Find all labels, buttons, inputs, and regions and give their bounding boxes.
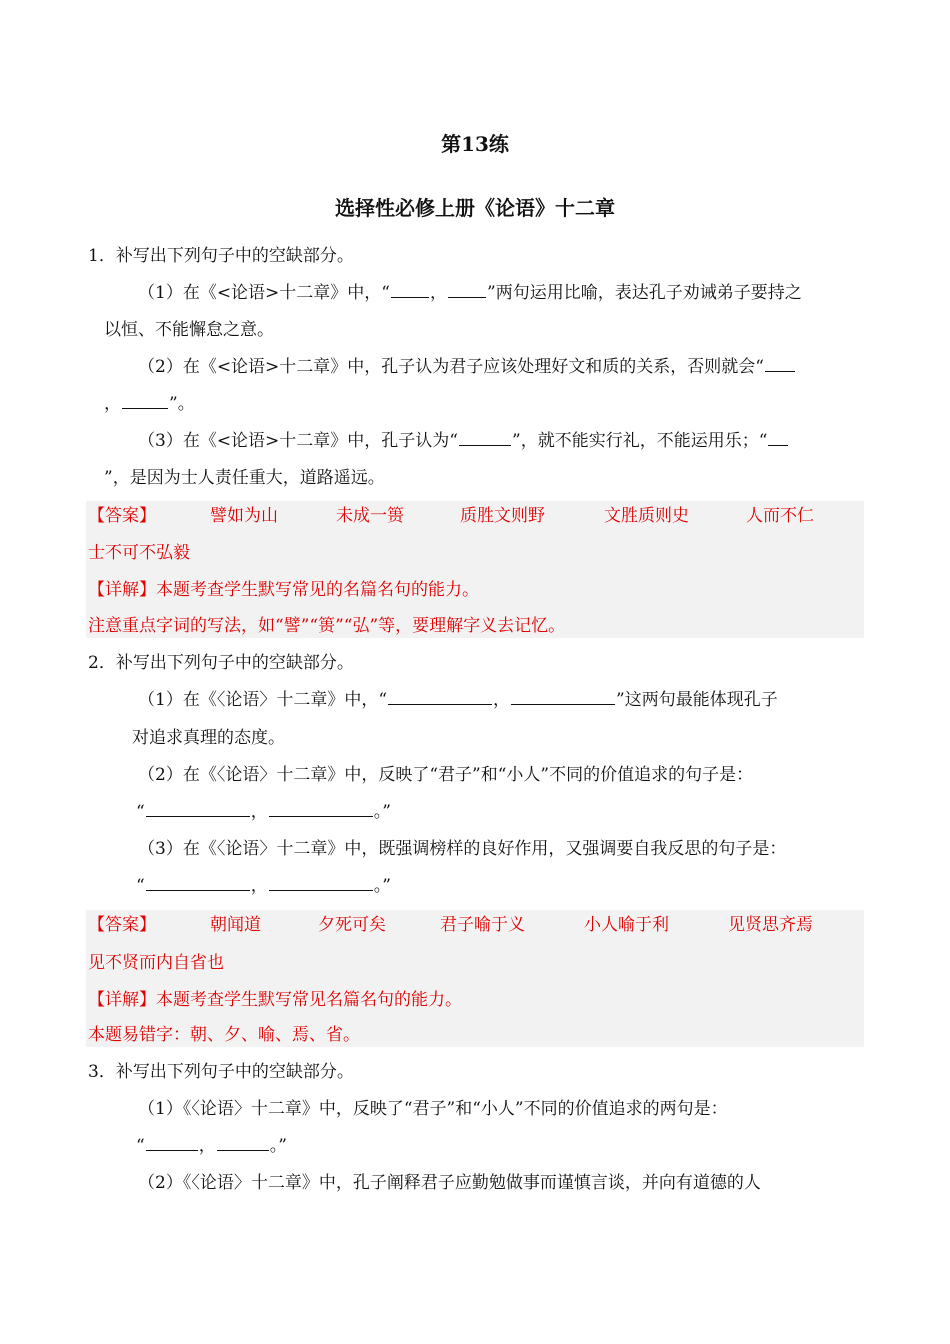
q2-blank-2[interactable] (511, 688, 615, 705)
q1-part3-text-b: ”，就不能实行礼，不能运用乐；“ (512, 431, 768, 451)
q1-answer-3: 质胜文则野 (460, 506, 545, 526)
q3-part2: （2）《〈论语〉十二章》中，孔子阐释君子应勤勉做事而谨慎言谈，并向有道德的人 (138, 1173, 761, 1193)
q3-part1-cont-a: “ (136, 1136, 145, 1156)
q1-blank-2[interactable] (448, 281, 486, 298)
q2-answer-5: 见贤思齐焉 (728, 915, 813, 935)
q1-answer-1: 譬如为山 (210, 506, 278, 526)
q2-stem: 2．补写出下列句子中的空缺部分。 (88, 653, 354, 673)
q2-part2-cont-a: “ (136, 802, 145, 822)
q1-answer-5: 人而不仁 (746, 506, 814, 526)
q1-part1 (138, 281, 802, 305)
q1-blank-1[interactable] (391, 281, 429, 298)
q2-answer-label: 【答案】 (88, 915, 156, 935)
q2-blank-1[interactable] (388, 688, 492, 705)
q2-part3-cont-c: 。” (373, 876, 391, 896)
q1-part2-cont-b: ”。 (169, 394, 195, 414)
q2-part2-cont-b: ， (250, 802, 268, 822)
q1-answer-label: 【答案】 (88, 506, 156, 526)
q1-detail (88, 578, 479, 602)
q2-part2: （2）在《〈论语〉十二章》中，反映了“君子”和“小人”不同的价值追求的句子是： (138, 765, 754, 785)
q2-blank-4[interactable] (269, 800, 373, 817)
q2-part1-text-b: ， (493, 690, 511, 710)
q1-answer-row (86, 504, 864, 530)
q1-answer-2: 未成一篑 (336, 506, 404, 526)
q1-answer-box (86, 501, 864, 638)
q2-part2-cont (136, 800, 391, 824)
q1-part3-cont: ”，是因为士人责任重大，道路遥远。 (104, 468, 385, 488)
q1-part1-text-a: （1）在《<论语>十二章》中，“ (138, 283, 390, 303)
q2-answer-1: 朝闻道 (210, 915, 261, 935)
q2-answer-cont: 见不贤而内自省也 (88, 953, 224, 973)
q1-detail-text-1: 本题考查学生默写常见的名篇名句的能力。 (156, 580, 479, 600)
q2-detail-text-1: 本题考查学生默写常见名篇名句的能力。 (156, 990, 462, 1010)
q1-detail-2: 注意重点字词的写法，如“譬”“篑”“弘”等，要理解字义去记忆。 (88, 616, 566, 636)
q2-blank-6[interactable] (269, 874, 373, 891)
q2-answer-row (86, 913, 864, 939)
q1-stem: 1．补写出下列句子中的空缺部分。 (88, 246, 354, 266)
q2-answer-box (86, 910, 864, 1047)
q1-part1-cont: 以恒、不能懈怠之意。 (104, 320, 274, 340)
q1-part3 (138, 429, 789, 453)
q1-blank-3[interactable] (765, 355, 795, 372)
q2-part1-text-a: （1）在《〈论语〉十二章》中，“ (138, 690, 388, 710)
q1-part2-cont (104, 392, 195, 416)
q3-part1-cont-b: ， (198, 1136, 216, 1156)
q1-part2-text-a: （2）在《<论语>十二章》中，孔子认为君子应该处理好文和质的关系，否则就会“ (138, 357, 764, 377)
q3-blank-2[interactable] (217, 1134, 269, 1151)
q3-stem: 3．补写出下列句子中的空缺部分。 (88, 1062, 354, 1082)
q1-detail-label: 【详解】 (88, 580, 156, 600)
q1-blank-5[interactable] (459, 429, 511, 446)
q2-part1 (138, 688, 778, 712)
q2-answer-4: 小人喻于利 (584, 915, 669, 935)
q2-part1-cont: 对追求真理的态度。 (132, 728, 285, 748)
q1-part2-cont-a: ， (104, 394, 121, 414)
q3-part1-cont-c: 。” (269, 1136, 287, 1156)
q2-detail (88, 988, 462, 1012)
q2-part3-cont-a: “ (136, 876, 145, 896)
q1-part3-text-a: （3）在《<论语>十二章》中，孔子认为“ (138, 431, 458, 451)
q2-detail-label: 【详解】 (88, 990, 156, 1010)
q1-answer-cont: 士不可不弘毅 (88, 543, 190, 563)
q2-part3-cont (136, 874, 391, 898)
q2-detail-2: 本题易错字：朝、夕、喻、焉、省。 (88, 1025, 360, 1045)
q1-part1-text-b: ， (430, 283, 447, 303)
q1-blank-4[interactable] (122, 392, 168, 409)
q2-blank-5[interactable] (146, 874, 250, 891)
q3-blank-1[interactable] (146, 1134, 198, 1151)
page-subtitle: 选择性必修上册《论语》十二章 (335, 196, 615, 220)
q2-part1-text-c: ”这两句最能体现孔子 (616, 690, 778, 710)
q1-part1-text-c: ”两句运用比喻，表达孔子劝诫弟子要持之 (487, 283, 802, 303)
q2-blank-3[interactable] (146, 800, 250, 817)
q3-part1: （1）《〈论语〉十二章》中，反映了“君子”和“小人”不同的价值追求的两句是： (138, 1099, 728, 1119)
q1-part2 (138, 355, 796, 379)
q2-part2-cont-c: 。” (373, 802, 391, 822)
q2-part3-cont-b: ， (250, 876, 268, 896)
q2-part3: （3）在《〈论语〉十二章》中，既强调榜样的良好作用，又强调要自我反思的句子是： (138, 839, 787, 859)
q2-answer-3: 君子喻于义 (440, 915, 525, 935)
q1-blank-6[interactable] (768, 429, 788, 446)
q1-answer-4: 文胜质则史 (604, 506, 689, 526)
page-title: 第13练 (441, 132, 509, 156)
q2-answer-2: 夕死可矣 (318, 915, 386, 935)
q3-part1-cont (136, 1134, 287, 1158)
